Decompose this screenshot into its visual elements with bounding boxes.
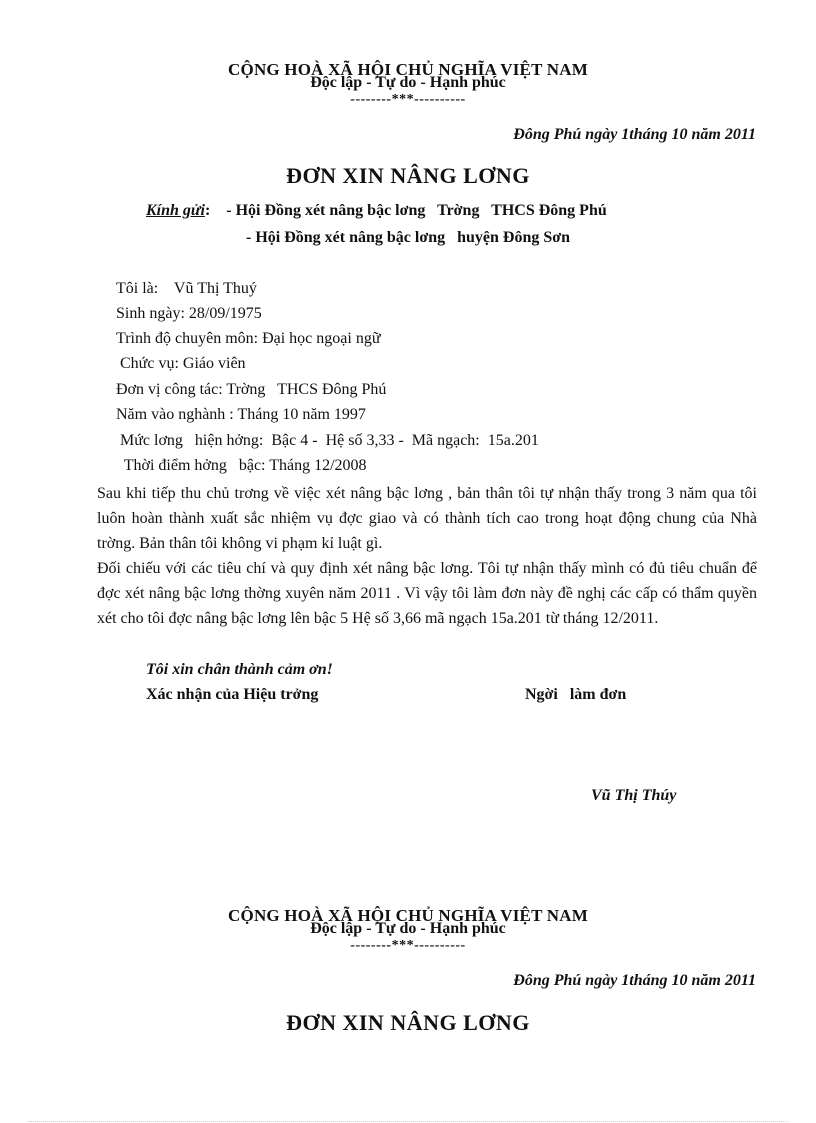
body-text bbox=[97, 481, 757, 631]
principal-confirmation: Xác nhận của Hiệu trởng bbox=[146, 686, 319, 703]
header-separator-page2: --------***---------- bbox=[350, 938, 466, 953]
recipient-2: - Hội Đồng xét nâng bậc lơng huyện Đông Sơn bbox=[246, 229, 571, 246]
national-motto: Độc lập - Tự do - Hạnh phúc bbox=[310, 74, 506, 91]
info-workplace: Đơn vị công tác: Trờng THCS Đông Phú bbox=[116, 381, 387, 398]
info-qualification: Trình độ chuyên môn: Đại học ngoại ngữ bbox=[116, 330, 381, 347]
date-line-page2: Đông Phú ngày 1tháng 10 năm 2011 bbox=[513, 972, 756, 989]
info-salary-date: Thời điểm hởng bậc: Tháng 12/2008 bbox=[116, 457, 367, 474]
body-paragraph-1: Sau khi tiếp thu chủ trơng về việc xét nâng bậc lơng , bản thân tôi tự nhận thấy trong 3 năm qua tôi luôn hoàn thành xuất sắc nhiệm vụ đợc giao và có thành tích cao trong hoạt động chung của Nhà trờng. Bản thân tôi không vi phạm kỉ luật gì. bbox=[97, 485, 757, 552]
recipient-label-colon: : bbox=[204, 202, 211, 219]
info-position: Chức vụ: Giáo viên bbox=[116, 355, 246, 372]
recipient-label: Kính gửi bbox=[146, 202, 205, 219]
national-title-page2: CỘNG HOÀ XÃ HỘI CHỦ NGHĨA VIỆT NAM bbox=[228, 906, 588, 925]
info-name: Tôi là: Vũ Thị Thuý bbox=[116, 280, 257, 297]
document-title: ĐƠN XIN NÂNG LƠNG bbox=[286, 163, 530, 188]
date-line: Đông Phú ngày 1tháng 10 năm 2011 bbox=[513, 126, 756, 143]
info-start-date: Năm vào nghành : Tháng 10 năm 1997 bbox=[116, 406, 366, 423]
document-title-page2: ĐƠN XIN NÂNG LƠNG bbox=[286, 1010, 530, 1035]
page-footer-divider bbox=[28, 1121, 788, 1122]
info-birthdate: Sinh ngày: 28/09/1975 bbox=[116, 305, 262, 322]
body-paragraph-2: Đối chiếu với các tiêu chí và quy định xét nâng bậc lơng. Tôi tự nhận thấy mình có đủ tiêu chuẩn để đợc xét nâng bậc lơng thờng xuyên năm 2011 . Vì vậy tôi làm đơn này đề nghị các cấp có thẩm quyền xét cho tôi đợc nâng bậc lơng lên bậc 5 Hệ số 3,66 mã ngạch 15a.201 từ tháng 12/2011. bbox=[97, 560, 757, 627]
recipient-line-1 bbox=[146, 202, 607, 220]
header-separator: --------***---------- bbox=[350, 92, 466, 107]
info-current-salary: Mức lơng hiện hởng: Bậc 4 - Hệ số 3,33 - Mã ngạch: 15a.201 bbox=[116, 432, 539, 449]
recipient-1: - Hội Đồng xét nâng bậc lơng Trờng THCS Đông Phú bbox=[226, 202, 607, 219]
thanks-line: Tôi xin chân thành cảm ơn! bbox=[146, 661, 333, 678]
national-motto-page2: Độc lập - Tự do - Hạnh phúc bbox=[310, 920, 506, 937]
national-title: CỘNG HOÀ XÃ HỘI CHỦ NGHĨA VIỆT NAM bbox=[228, 60, 588, 79]
applicant-label: Ngời làm đơn bbox=[525, 686, 627, 703]
applicant-name: Vũ Thị Thúy bbox=[591, 787, 677, 804]
